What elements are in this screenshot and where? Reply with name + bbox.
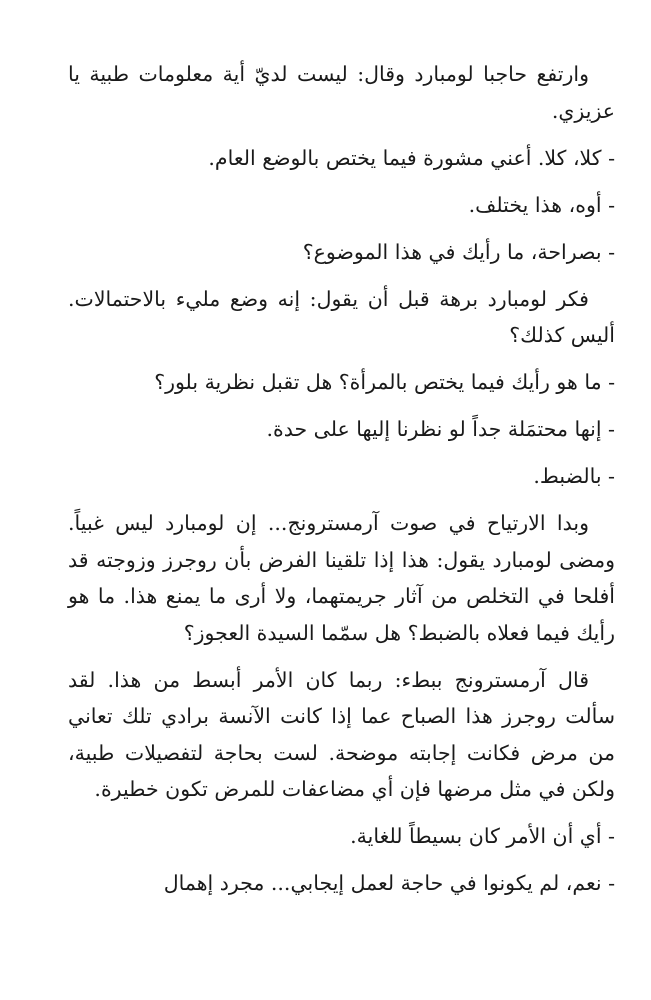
book-page [68,56,615,912]
paragraph: وارتفع حاجبا لومبارد وقال: ليست لديّ أية معلومات طبية يا عزيزي. [68,62,615,123]
dialog-line: - ما هو رأيك فيما يختص بالمرأة؟ هل تقبل نظرية بلور؟ [154,370,615,394]
dialog-line: - بالضبط. [533,464,615,488]
paragraph: فكر لومبارد برهة قبل أن يقول: إنه وضع مليء بالاحتمالات. أليس كذلك؟ [68,286,615,347]
dialog-line: - كلا، كلا. أعني مشورة فيما يختص بالوضع العام. [208,145,615,170]
dialog-line: - بصراحة، ما رأيك في هذا الموضوع؟ [302,239,615,264]
paragraph: قال آرمسترونج ببطء: ربما كان الأمر أبسط من هذا. لقد سألت روجرز هذا الصباح عما إذا كانت الآنسة برادي تلك تعاني من مرض فكانت إجابته موضحة. لست بحاجة لتفصيلات طبية، ولكن في مثل مرضها فإن أي مضاعفات للمرض تكون خطيرة. [68,667,615,801]
dialog-line: - إنها محتمَلة جداً لو نظرنا إليها على حدة. [266,417,615,441]
paragraph: وبدا الارتياح في صوت آرمسترونج... إن لومبارد ليس غبياً. ومضى لومبارد يقول: هذا إذا تلقينا الفرض بأن روجرز وزوجته قد أفلحا في التخلص من آثار جريمتهما، ولا أرى ما يمنع هذا. ما هو رأيك فيما فعلاه بالضبط؟ هل سمّما السيدة العجوز؟ [68,511,615,645]
dialog-line: - أوه، هذا يختلف. [468,192,615,217]
dialog-line: - أي أن الأمر كان بسيطاً للغاية. [350,824,615,848]
dialog-line: - نعم، لم يكونوا في حاجة لعمل إيجابي... مجرد إهمال [163,871,615,895]
